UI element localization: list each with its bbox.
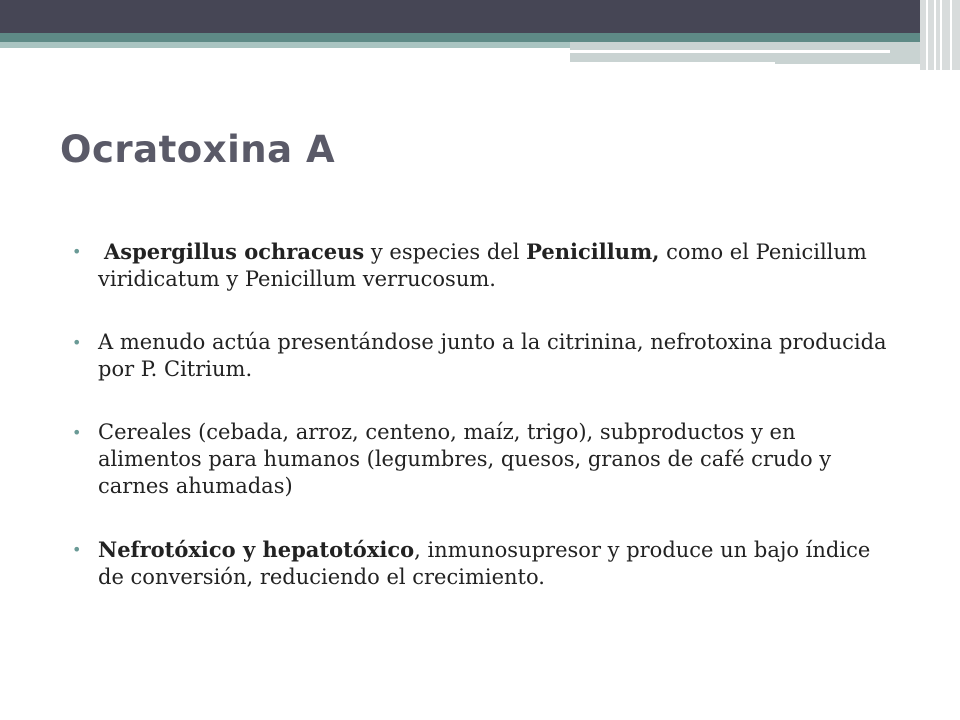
bullet-text: , inmunosupresor y produce un bajo índice de conversión, reduciendo el crecimiento.: [98, 538, 871, 589]
bullet-item: [72, 419, 902, 500]
header-banner-teal: [0, 33, 960, 42]
slide-title: Ocratoxina A: [60, 128, 336, 171]
header-banner-dark: [0, 0, 960, 33]
header-accent-line: [570, 50, 890, 53]
header-accent-line-short: [570, 62, 775, 65]
bullet-item: [72, 536, 902, 591]
bullet-text: como el Penicillum viridicatum y Penicillum verrucosum.: [98, 240, 867, 291]
bullet-bold-text: Penicillum,: [526, 239, 660, 264]
bullet-item: [72, 329, 902, 383]
bullet-text: A menudo actúa presentándose junto a la citrinina, nefrotoxina producida por P. Citrium.: [98, 330, 887, 381]
bullet-bold-text: Nefrotóxico y hepatotóxico: [98, 537, 415, 562]
corner-stripes-decoration: [920, 0, 960, 70]
header-banner-gray: [570, 42, 960, 64]
bullet-bold-text: Aspergillus ochraceus: [104, 239, 365, 264]
bullet-text: y especies del: [364, 240, 527, 264]
bullet-list: [72, 238, 902, 627]
bullet-item: [72, 238, 902, 293]
header-banner-teal-light: [0, 42, 570, 48]
bullet-text: Cereales (cebada, arroz, centeno, maíz, trigo), subproductos y en alimentos para humanos (legumbres, quesos, granos de café crudo y carnes ahumadas): [98, 420, 832, 498]
